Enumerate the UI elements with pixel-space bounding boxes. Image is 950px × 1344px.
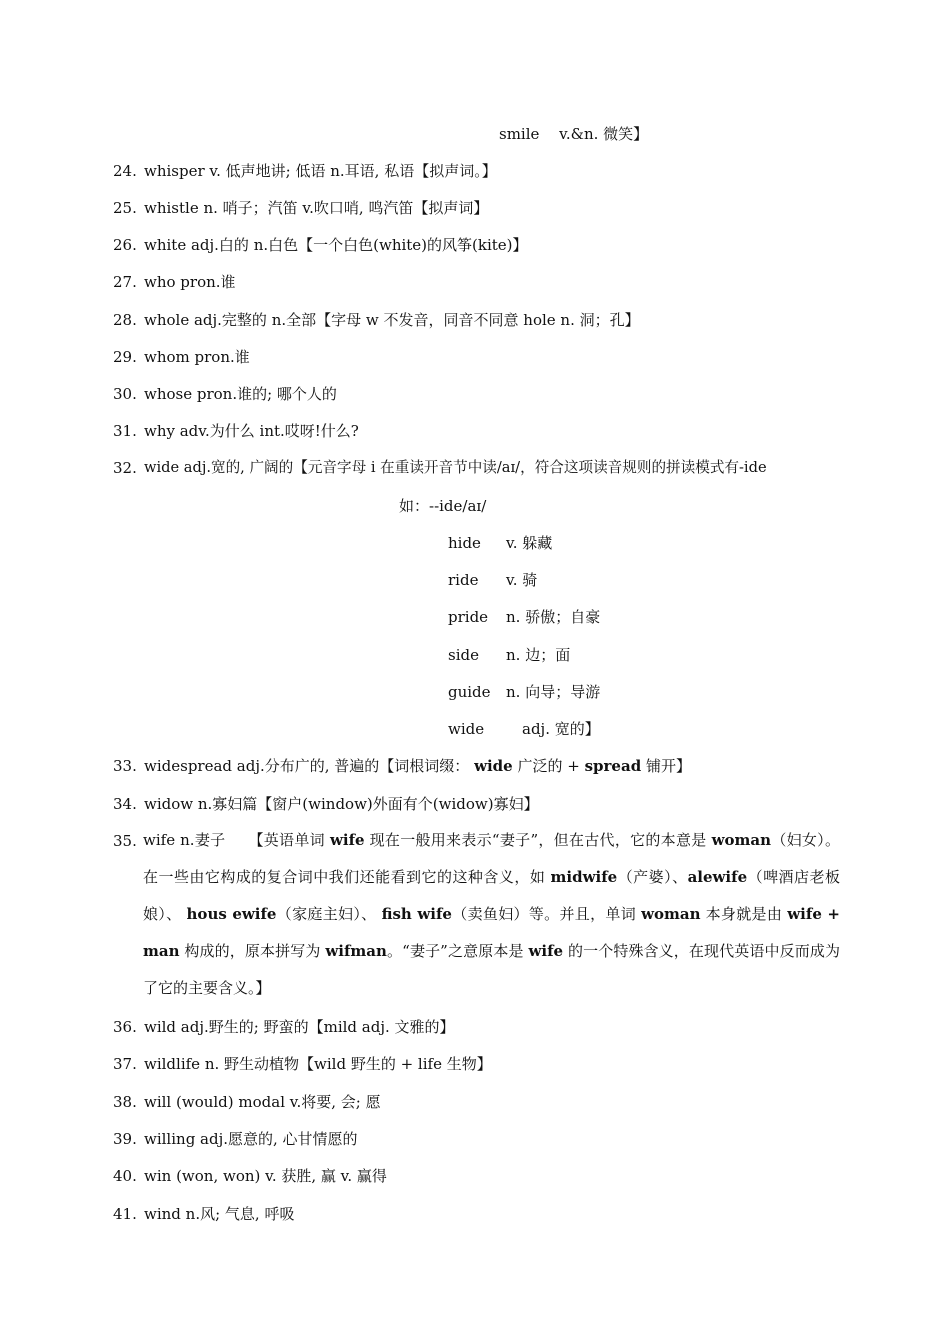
item-text: wildlife n. 野生动植物【wild 野生的 + life 生物】 — [144, 1055, 492, 1073]
item-text: whom pron.谁 — [144, 348, 250, 366]
ide-word-row — [448, 682, 600, 702]
item-text: whistle n. 哨子；汽笛 v.吹口哨, 鸣汽笛【拟声词】 — [144, 199, 489, 217]
item-number: 34. — [113, 795, 137, 813]
ide-word-row — [448, 533, 552, 553]
ide-word: ride — [448, 571, 479, 589]
item-text: willing adj.愿意的, 心甘情愿的 — [144, 1130, 358, 1148]
ide-intro: 如：--ide/aɪ/ — [399, 497, 487, 515]
item-number: 30. — [113, 385, 137, 403]
ide-word: hide — [448, 534, 481, 552]
ide-meaning: n. 向导；导游 — [506, 683, 601, 701]
ide-meaning: n. 边；面 — [506, 646, 571, 664]
item-text: why adv.为什么 int.哎呀!什么? — [144, 422, 359, 440]
item-text: wide adj.宽的, 广阔的【元音字母 i 在重读开音节中读/aɪ/，符合这项读音规则的拼读模式有-ide — [144, 459, 767, 476]
item-number: 41. — [113, 1205, 137, 1223]
item-text: white adj.白的 n.白色【一个白色(white)的风筝(kite)】 — [144, 236, 528, 254]
item-number: 27. — [113, 273, 137, 291]
item-text: win (won, won) v. 获胜, 赢 v. 赢得 — [144, 1167, 387, 1185]
item-text: whisper v. 低声地讲; 低语 n.耳语, 私语【拟声词。】 — [144, 162, 497, 180]
item-number: 36. — [113, 1018, 137, 1036]
ide-word-row — [448, 645, 570, 665]
item-number: 25. — [113, 199, 137, 217]
item-text: wind n.风; 气息, 呼吸 — [144, 1205, 295, 1223]
item-text: whole adj.完整的 n.全部【字母 w 不发音，同音不同意 hole n. 洞；孔】 — [144, 311, 640, 329]
ide-word-row — [448, 570, 537, 590]
item-number: 39. — [113, 1130, 137, 1148]
item-text: whose pron.谁的; 哪个人的 — [144, 385, 337, 403]
ide-word-row — [448, 607, 600, 627]
item-number: 28. — [113, 311, 137, 329]
item-number: 37. — [113, 1055, 137, 1073]
item-number: 26. — [113, 236, 137, 254]
ide-meaning: v. 骑 — [506, 571, 538, 589]
item-number: 31. — [113, 422, 137, 440]
item-text: wild adj.野生的; 野蛮的【mild adj. 文雅的】 — [144, 1018, 455, 1036]
ide-meaning: adj. 宽的】 — [522, 720, 600, 738]
item-text: widow n.寡妇篇【窗户(window)外面有个(widow)寡妇】 — [144, 795, 539, 813]
item-text: will (would) modal v.将要, 会; 愿 — [144, 1093, 381, 1111]
item-text: widespread adj.分布广的, 普遍的【词根词缀： wide 广泛的 + spread 铺开】 — [144, 757, 691, 775]
item-number: 32. — [113, 459, 137, 477]
item-number: 40. — [113, 1167, 137, 1185]
ide-word: wide — [448, 720, 485, 738]
ide-meaning: v. 躲藏 — [506, 534, 553, 552]
item-number: 29. — [113, 348, 137, 366]
paragraph-wife: wife n.妻子 【英语单词 wife 现在一般用来表示“妻子”，但在古代，它的本意是 woman（妇女）。在一些由它构成的复合词中我们还能看到它的这种含义，如 midwife（产婆）、alewife（啤酒店老板娘）、 hous ewife（家庭主妇）、 fish wife（卖鱼妇）等。并且，单词 woman 本身就是由 wife + man 构成的，原本拼写为 wifman。“妻子”之意原本是 wife 的一个特殊含义，在现代英语中反而成为了它的主要含义。】 — [143, 831, 840, 997]
ide-word: side — [448, 646, 479, 664]
ide-meaning: n. 骄傲；自豪 — [506, 608, 601, 626]
ide-word: pride — [448, 608, 489, 626]
ide-word: guide — [448, 683, 491, 701]
item-text: who pron.谁 — [144, 273, 236, 291]
item-number: 38. — [113, 1093, 137, 1111]
item-number: 35. — [113, 832, 137, 850]
item-number: 33. — [113, 757, 137, 775]
top-line: smile v.&n. 微笑】 — [499, 125, 649, 143]
ide-word-row — [448, 719, 600, 739]
item-number: 24. — [113, 162, 137, 180]
